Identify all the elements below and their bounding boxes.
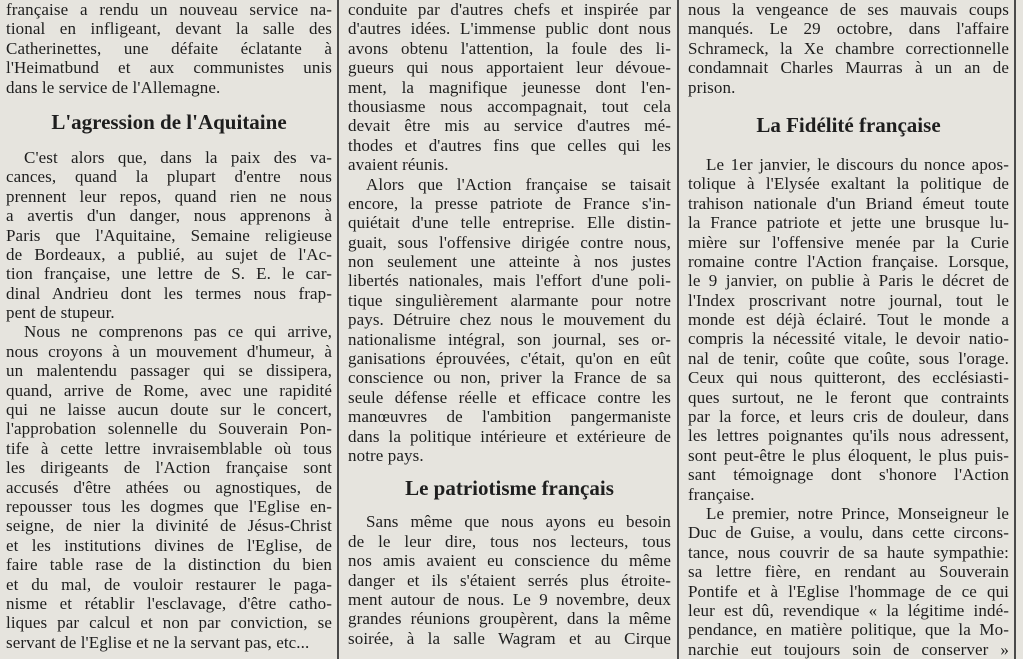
text-line: tion française, une lettre de S. E. le car- [6,264,332,284]
text-line: prennent leur repos, quand rien ne nous [6,186,332,206]
text-line: non seulement une atteinte à nos justes [348,252,671,272]
text-line: repousser tous les dogmes que l'Eglise en- [6,496,332,516]
text-line: nous la vengeance de ses mauvais coups [688,0,1009,19]
text-line: l'Heimatbund et aux communistes unis [6,58,332,78]
paragraph [6,148,332,323]
text-line: narchie eut toujours soin de conserver » [688,639,1009,659]
text-line: grandes réunions groupèrent, dans la même [348,609,671,629]
text-line: devait être mis au service d'autres mé- [348,116,671,136]
text-line: guait, sous l'offensive dirigée contre nous, [348,232,671,252]
text-line: tique singulièrement alarmante pour notre [348,290,671,310]
text-line: sant témoignage dont s'honore l'Action [688,465,1009,485]
text-line: Pontife et à l'Eglise l'hommage de ce qui [688,581,1009,601]
text-line: l'approbation solennelle du Souverain Pon- [6,419,332,439]
text-line: liques par calcul et non par conviction, se [6,613,332,633]
text-line: manœuvres de l'ambition pangermaniste [348,407,671,427]
text-line: Paris que l'Aquitaine, Semaine religieuse [6,225,332,245]
text-line: tional en infligeant, devant la salle des [6,19,332,39]
text-line: nationalisme intégral, son journal, ses or- [348,329,671,349]
paragraph [348,175,671,466]
column-rule [1014,0,1016,659]
column-2 [348,0,671,659]
text-line: Le premier, notre Prince, Monseigneur le [706,503,1009,523]
text-line: pays. Détruire chez nous le mouvement du [348,310,671,330]
text-line: tife à cette lettre invraisemblable où tous [6,438,332,458]
paragraph [688,504,1009,659]
text-line: servant de l'Eglise et ne la servant pas, etc... [6,632,310,652]
text-line: nos amis avaient eu conscience du même [348,551,671,571]
paragraph [6,0,332,97]
text-line: a avertis d'un danger, nous apprenons à [6,206,332,226]
text-line: Alors que l'Action française se taisait [366,174,671,194]
text-line: C'est alors que, dans la paix des va- [24,147,332,167]
text-line: Nous ne comprenons pas ce qui arrive, [24,322,332,342]
column-1 [6,0,332,659]
text-line: soirée, à la salle Wagram et au Cirque [348,628,671,648]
paragraph [688,0,1009,97]
text-line: trahison nationale d'un Briand émeut toute [688,193,1009,213]
text-line: ment autour de nous. Le 9 novembre, deux [348,589,671,609]
text-line: l'Index proscrivant notre journal, tout le [688,290,1009,310]
paragraph [348,0,671,175]
paragraph [6,322,332,652]
text-line: un malentendu passager qui se dissipera, [6,361,332,381]
text-line: d'autres idées. L'immense public dont nous [348,19,671,39]
text-line: et les institutions divines de l'Eglise, de [6,535,332,555]
text-line: nal de tenir, coûte que coûte, sous l'orage. [688,348,1009,368]
text-line: Duc de Guise, a voulu, dans cette circons- [688,523,1009,543]
text-line: dans le service de l'Allemagne. [6,77,221,97]
text-line: compris la nécessité vitale, le devoir natio- [688,329,1009,349]
text-line: ques surtout, ne le feront que contraints [688,387,1009,407]
text-line: française. [688,484,755,504]
paragraph [348,512,671,648]
text-line: quand, arrive de Rome, avec une rapidité [6,380,332,400]
text-line: tolique à l'Elysée exaltant la politique de [688,174,1009,194]
text-line: sont peut-être le plus éloquent, le plus puis- [688,445,1009,465]
text-line: la France patriote et jette une brusque lu- [688,213,1009,233]
text-line: nisme et rétablir l'esclavage, d'être catho- [6,593,332,613]
text-line: manqués. Le 29 octobre, dans l'affaire [688,19,1009,39]
text-line: mière sur l'offensive menée par la Curie [688,232,1009,252]
text-line: quiétait d'une telle entreprise. Elle distin- [348,213,671,233]
text-line: thodes et d'autres fins que celles qui les [348,135,671,155]
text-line: leur est dû, revendique « la légitime indé- [688,600,1009,620]
text-line: tance, nous couvrir de sa haute sympathie: [688,542,1009,562]
text-line: conduite par d'autres chefs et inspirée par [348,0,671,19]
section-heading: La Fidélité française [756,113,941,138]
text-line: monde est déjà éclairé. Tout le monde a [688,310,1009,330]
text-line: nous croyons à un mouvement d'humeur, à [6,341,332,361]
text-line: qui ne laisse aucun doute sur le concert, [6,400,332,420]
text-line: thousiasme nous accompagnait, tout cela [348,96,671,116]
column-rule [337,0,339,659]
text-line: seule défense réelle et efficace contre les [348,387,671,407]
text-line: Le 1er janvier, le discours du nonce apos- [706,154,1009,174]
text-line: dans la politique intérieure et extérieure de [348,426,671,446]
text-line: faire table rase de la distinction du bien [6,555,332,575]
text-line: Schrameck, la Xe chambre correctionnelle [688,38,1009,58]
text-line: de Bordeaux, a publié, au sujet de l'Ac- [6,244,332,264]
text-line: seigne, de nier la divinité de Jésus-Christ [6,516,332,536]
column-3 [688,0,1009,659]
text-line: française a rendu un nouveau service na- [6,0,332,19]
text-line: avaient réunis. [348,155,449,175]
text-line: encore, la presse patriote de France s'in- [348,193,671,213]
text-line: dinal Andrieu dont les termes nous frap- [6,283,332,303]
text-line: avons obtenu l'attention, la foule des li- [348,38,671,58]
text-line: ment, la magnifique jeunesse dont l'en- [348,77,671,97]
text-line: conscience ou non, priver la France de sa [348,368,671,388]
text-line: condamnait Charles Maurras à un an de [688,58,1009,78]
text-line: par la force, et leurs cris de douleur, dans [688,407,1009,427]
text-line: Catherinettes, une défaite éclatante à [6,38,332,58]
text-line: le 9 janvier, on publie à Paris le décret de [688,271,1009,291]
text-line: cances, quand la plupart d'entre nous [6,167,332,187]
text-line: prison. [688,77,736,97]
text-line: et du mal, de vouloir restaurer le paga- [6,574,332,594]
text-line: pent de stupeur. [6,303,115,323]
text-line: Sans même que nous ayons eu besoin [366,512,671,532]
text-line: pendance, en matière politique, que la Mo- [688,620,1009,640]
text-line: de le leur dire, tous nos lecteurs, tous [348,531,671,551]
text-line: romaine contre l'Action française. Lorsque, [688,251,1009,271]
text-line: sa lettre fière, en rendant au Souverain [688,562,1009,582]
text-line: ganisations éprouvées, c'était, qu'on en eût [348,349,671,369]
text-line: notre pays. [348,445,424,465]
column-rule [677,0,679,659]
text-line: danger et ils s'étaient serrés plus étroite- [348,570,671,590]
text-line: accusés d'être athées ou agnostiques, de [6,477,332,497]
paragraph [688,155,1009,504]
text-line: les lettres poignantes qu'ils nous adressent, [688,426,1009,446]
text-line: gueurs qui nous apportaient leur dévoue- [348,58,671,78]
text-line: libertés nationales, mais l'effort d'une poli- [348,271,671,291]
text-line: Ceux qui nous quitteront, des ecclésiasti- [688,368,1009,388]
section-heading: Le patriotisme français [405,476,614,501]
section-heading: L'agression de l'Aquitaine [51,109,287,134]
text-line: les dirigeants de l'Action française sont [6,458,332,478]
